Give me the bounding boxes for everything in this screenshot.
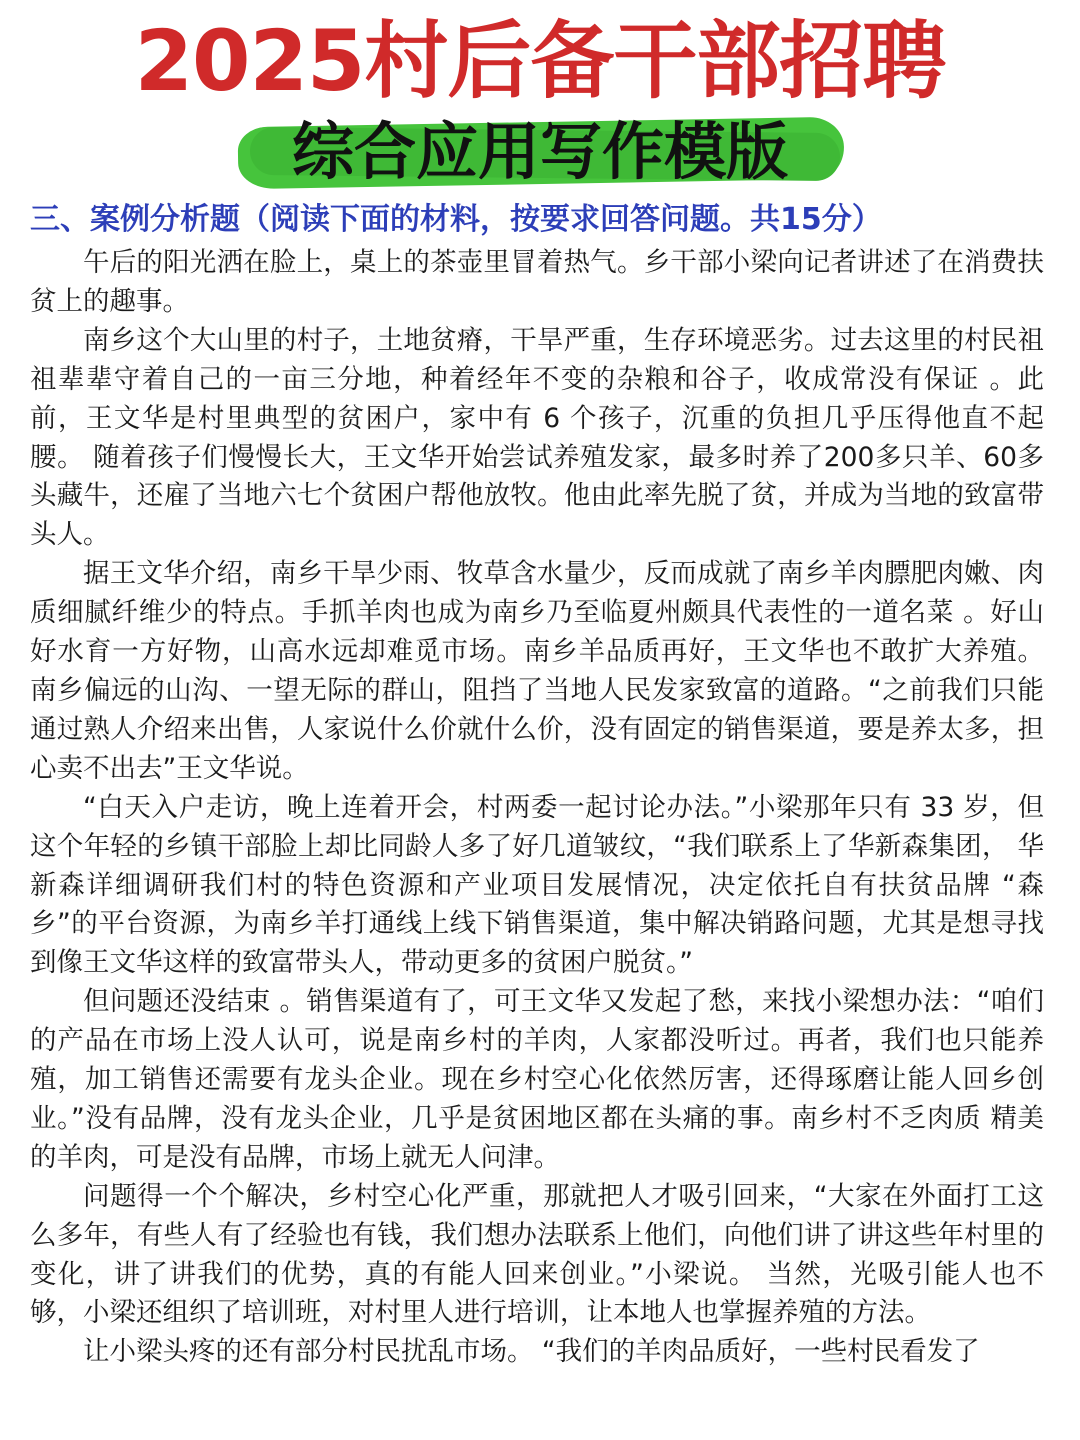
paragraph: 让小梁头疼的还有部分村民扰乱市场。 “我们的羊肉品质好，一些村民看发了 [83,1336,980,1368]
page-title: 2025村后备干部招聘 [134,12,946,110]
paragraph: 南乡这个大山里的村子，土地贫瘠，干旱严重，生存环境恶劣。过去这里的村民祖祖辈辈守着自己的一亩三分地，种着经年不变的杂粮和谷子，收成常没有保证 。此前，王文华是村里典型的贫困户，家中有 6 个孩子，沉重的负担几乎压得他直不起腰。 随着孩子们慢慢长大，王文华开始尝试养殖发家，最多时养了200多只羊、60多头藏牛，还雇了当地六七个贫困户帮他放牧。他由此率先脱了贫，并成为当地的致富带头人。 [30,324,1044,551]
paragraph: 但问题还没结束 。销售渠道有了，可王文华又发起了愁，来找小梁想办法：“咱们的产品在市场上没人认可，说是南乡村的羊肉，人家都没听过。再者，我们也只能养殖，加工销售还需要有龙头企业。现在乡村空心化依然厉害，还得琢磨让能人回乡创业。”没有品牌，没有龙头企业，几乎是贫困地区都在头痛的事。南乡村不乏肉质 精美的羊肉，可是没有品牌，市场上就无人问津。 [30,986,1044,1173]
page-subtitle: 综合应用写作模版 [291,115,788,188]
paragraph: 据王文华介绍，南乡干旱少雨、牧草含水量少，反而成就了南乡羊肉膘肥肉嫩、肉质细腻纤维少的特点。手抓羊肉也成为南乡乃至临夏州颇具代表性的一道名菜 。好山好水育一方好物，山高水远却难觅市场。南乡羊品质再好，王文华也不敢扩大养殖。 南乡偏远的山沟、一望无际的群山，阻挡了当地人民发家致富的道路。“之前我们只能通过熟人介绍来出售，人家说什么价就什么价，没有固定的销售渠道，要是养太多，担心卖不出去”王文华说。 [30,558,1044,784]
paragraph: “白天入户走访，晚上连着开会，村两委一起讨论办法。”小梁那年只有 33 岁，但这个年轻的乡镇干部脸上却比同龄人多了好几道皱纹，“我们联系上了华新森集团， 华新森详细调研我们村的特色资源和产业项目发展情况，决定依托自有扶贫品牌 “森乡”的平台资源，为南乡羊打通线上线下销售渠道，集中解决销路问题，尤其是想寻找到像王文华这样的致富带头人，带动更多的贫困户脱贫。” [30,791,1044,979]
article-body [30,244,1044,1372]
section-heading: 三、案例分析题（阅读下面的材料，按要求回答问题。共15分） [30,202,882,237]
paragraph: 问题得一个个解决，乡村空心化严重，那就把人才吸引回来，“大家在外面打工这么多年，有些人有了经验也有钱，我们想办法联系上他们，向他们讲了讲这些年村里的变化，讲了讲我们的优势，真的有能人回来创业。”小梁说。 当然，光吸引能人也不够，小梁还组织了培训班，对村里人进行培训，让本地人也掌握养殖的方法。 [30,1180,1044,1329]
paragraph: 午后的阳光洒在脸上，桌上的茶壶里冒着热气。乡干部小梁向记者讲述了在消费扶贫上的趣事。 [30,247,1044,317]
subtitle-banner [0,108,1080,196]
